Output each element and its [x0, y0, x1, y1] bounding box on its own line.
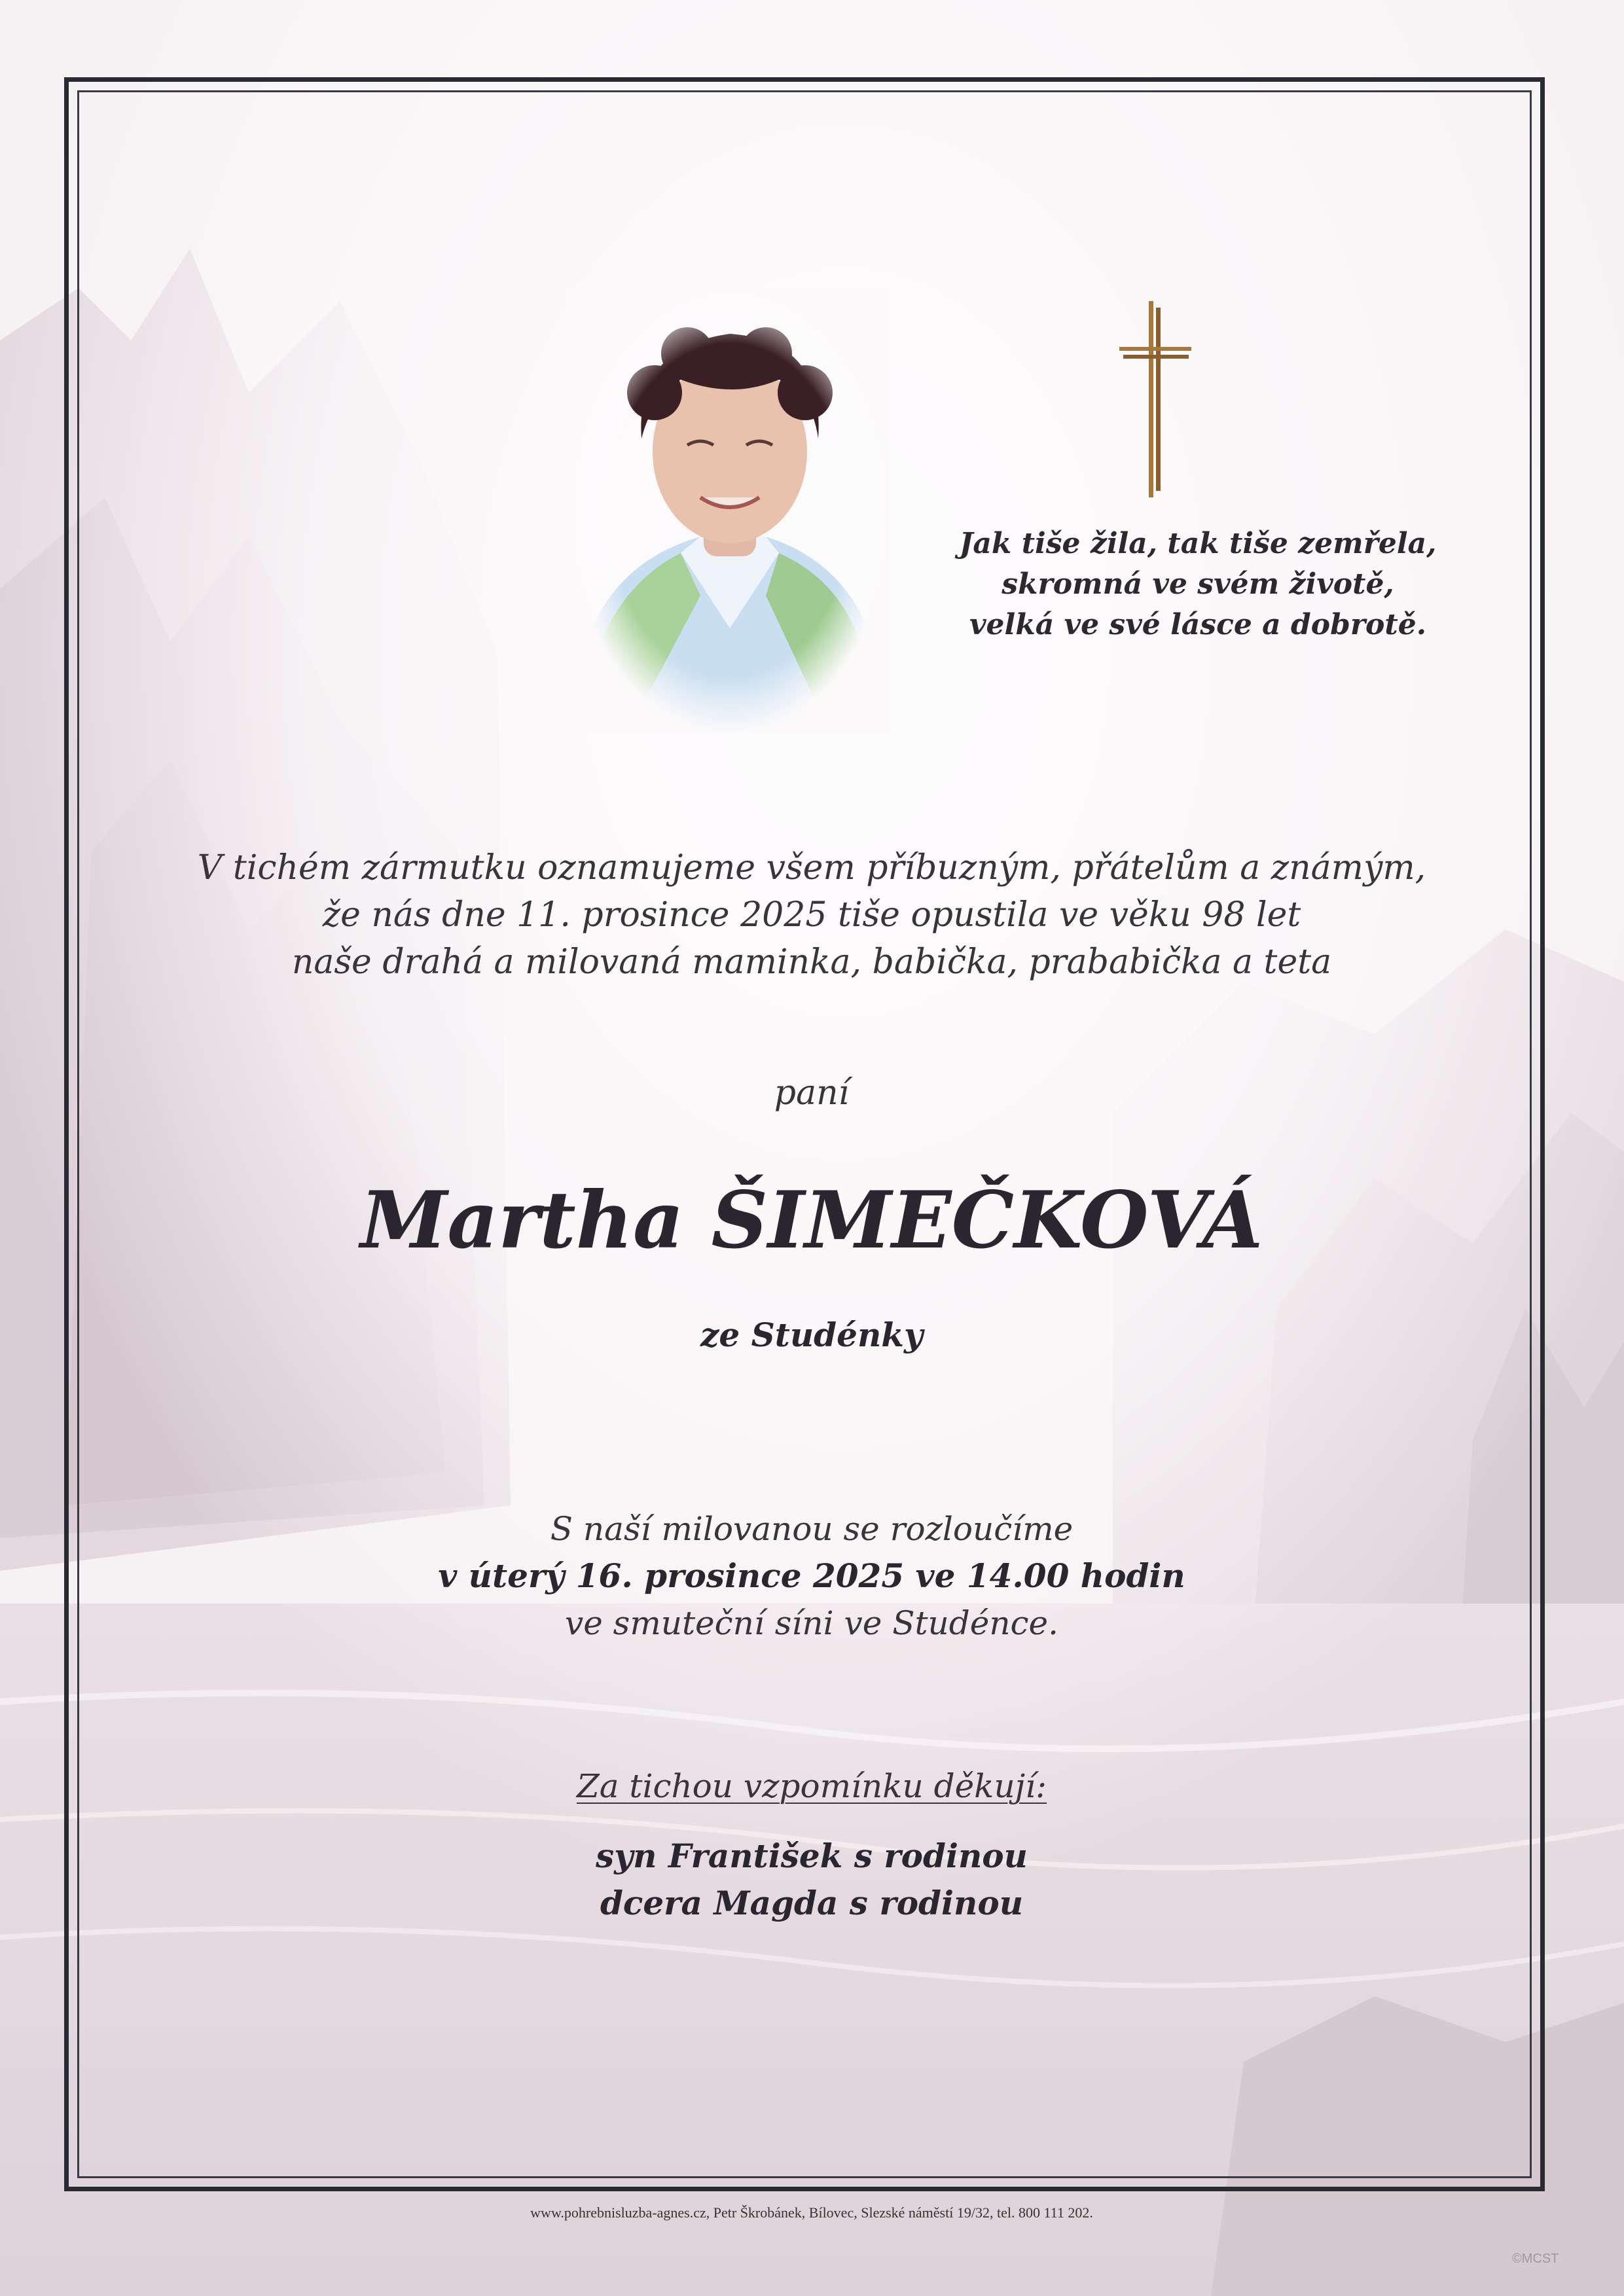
copyright-stamp: ©MCST	[1512, 2251, 1559, 2266]
honorific-title: paní	[774, 1073, 850, 1113]
verse-line: velká ve své lásce a dobrotě.	[969, 608, 1427, 641]
verse-line: Jak tiše žila, tak tiše zemřela,	[959, 527, 1437, 560]
announcement-line: že nás dne 11. prosince 2025 tiše opustila ve věku 98 let	[322, 895, 1301, 935]
funeral-details	[131, 1505, 1492, 1647]
announcement-line: naše drahá a milovaná maminka, babička, prababička a teta	[291, 942, 1332, 982]
deceased-origin: ze Studénky	[700, 1316, 923, 1354]
thanks-heading	[131, 1767, 1492, 1805]
funeral-service-footer: www.pohrebnisluzba-agnes.cz, Petr Škrobánek, Bílovec, Slezské náměstí 19/32, tel. 800 111 202.	[530, 2204, 1093, 2221]
verse-line: skromná ve svém životě,	[1001, 567, 1394, 601]
memorial-verse	[903, 524, 1492, 645]
death-announcement	[131, 844, 1492, 986]
signatory: dcera Magda s rodinou	[600, 1884, 1024, 1922]
signatory: syn František s rodinou	[595, 1837, 1028, 1875]
funeral-venue: ve smuteční síni ve Studénce.	[564, 1604, 1059, 1642]
portrait-photo	[569, 288, 890, 733]
farewell-line: S naší milovanou se rozloučíme	[550, 1510, 1074, 1548]
deceased-name: Martha ŠIMEČKOVÁ	[360, 1174, 1263, 1266]
signatories	[131, 1833, 1492, 1927]
announcement-line: V tichém zármutku oznamujeme všem příbuzným, přátelům a známým,	[197, 848, 1426, 888]
cross-icon	[1113, 301, 1198, 497]
thanks-heading-text: Za tichou vzpomínku děkují:	[576, 1767, 1047, 1805]
funeral-date-time: v úterý 16. prosince 2025 ve 14.00 hodin	[438, 1556, 1185, 1595]
